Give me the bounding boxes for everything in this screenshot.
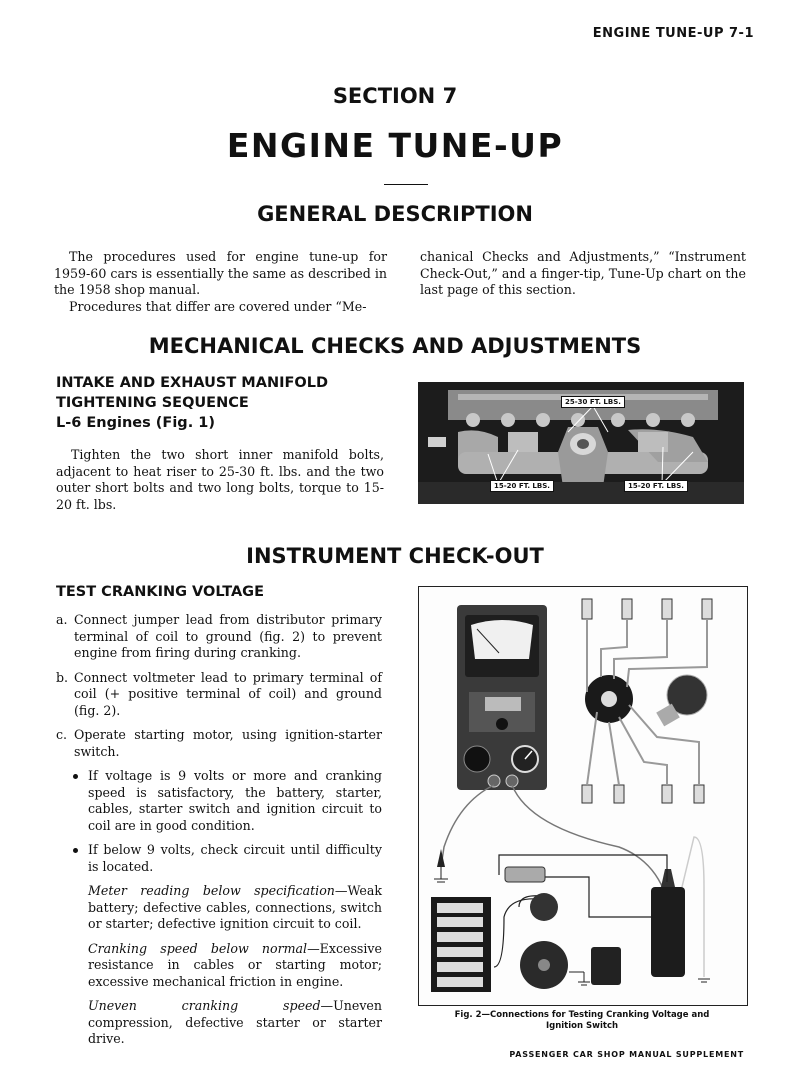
step-c	[56, 727, 382, 760]
regulator-icon	[591, 947, 621, 985]
step-text: Connect voltmeter lead to primary terminal of coil (+ positive terminal of coil) and ground (fig. 2).	[74, 669, 382, 718]
spark-plugs-top	[582, 599, 712, 619]
bullet-item	[56, 768, 382, 834]
title-divider	[384, 184, 428, 185]
starter-motor-icon	[520, 893, 568, 989]
torque-label-right: 15-20 FT. LBS.	[624, 480, 688, 492]
general-description-left-column	[54, 249, 387, 315]
step-a	[56, 612, 382, 662]
cause-term: Meter reading below specification	[88, 883, 335, 898]
running-head: ENGINE TUNE-UP 7-1	[592, 26, 754, 41]
caption-line-2: Ignition Switch	[545, 1021, 619, 1031]
step-b	[56, 670, 382, 720]
general-description-p1: The procedures used for engine tune-up for 1959-60 cars is essentially the same as described in the 1958 shop manual.	[54, 249, 387, 297]
cause-text: —Excessive resistance in cables or starting motor; excessive mechanical friction in engine.	[88, 940, 382, 989]
step-text: Operate starting motor, using ignition-starter switch.	[74, 727, 382, 759]
torque-label-left: 15-20 FT. LBS.	[490, 480, 554, 492]
step-marker: a.	[56, 612, 68, 627]
general-description-right-column	[420, 249, 746, 299]
voltmeter-icon	[457, 605, 547, 790]
test-cranking-voltage-heading: TEST CRANKING VOLTAGE	[56, 584, 264, 600]
caption-line-1: Fig. 2—Connections for Testing Cranking Voltage and	[454, 1010, 710, 1020]
distributor-icon	[585, 675, 633, 723]
general-description-p2-continued: chanical Checks and Adjustments,” “Instrument Check-Out,” and a finger-tip, Tune-Up chart on the last page of this section.	[420, 249, 746, 297]
bullet-text: If voltage is 9 volts or more and cranking speed is satisfactory, the battery, starter, cables, starter switch and ignition circuit to coil are in good condition.	[88, 768, 382, 833]
ignition-coil-icon	[651, 869, 685, 977]
cause-item	[56, 883, 382, 933]
cause-item	[56, 941, 382, 991]
bullet-item	[56, 842, 382, 875]
cause-term: Uneven cranking speed	[88, 998, 321, 1013]
torque-label-inner: 25-30 FT. LBS.	[561, 396, 625, 408]
bullet-icon	[73, 848, 78, 853]
mechanical-checks-heading: MECHANICAL CHECKS AND ADJUSTMENTS	[148, 334, 642, 358]
step-marker: b.	[56, 669, 69, 685]
step-marker: c.	[56, 727, 68, 742]
intake-exhaust-text: Tighten the two short inner manifold bolts, adjacent to heat riser to 25-30 ft. lbs. and the two outer short bolts and two long bolts, torque to 15-20 ft. lbs.	[56, 447, 384, 512]
figure-2-caption	[418, 1010, 746, 1032]
subhead-line-2: TIGHTENING SEQUENCE	[56, 395, 249, 411]
intake-exhaust-body	[56, 447, 384, 513]
general-description-heading: GENERAL DESCRIPTION	[257, 202, 533, 226]
page-title: ENGINE TUNE-UP	[226, 126, 564, 165]
section-label: SECTION 7	[332, 84, 458, 108]
subhead-line-1: INTAKE AND EXHAUST MANIFOLD	[56, 375, 328, 391]
cause-text: —Uneven compression, defective starter or starter drive.	[88, 998, 382, 1046]
cause-term: Cranking speed below normal	[88, 940, 308, 956]
figure-2-wiring-diagram	[418, 586, 748, 1006]
bullet-icon	[73, 774, 78, 779]
wiring-illustration	[419, 587, 747, 1005]
ignition-switch-icon	[431, 897, 491, 992]
spark-plugs-bottom	[582, 785, 704, 803]
intake-exhaust-subheading	[56, 373, 396, 433]
cause-text: —Weak battery; defective cables, connections, switch or starter; defective ignition circuit to coil.	[88, 883, 382, 931]
subhead-engine: L-6 Engines (Fig. 1)	[56, 415, 215, 431]
cause-item	[56, 998, 382, 1048]
figure-1-manifold-photo	[418, 382, 744, 504]
bullet-text: If below 9 volts, check circuit until difficulty is located.	[88, 842, 382, 874]
procedure-steps	[56, 612, 382, 1056]
instrument-checkout-heading: INSTRUMENT CHECK-OUT	[246, 544, 544, 568]
general-description-p2: Procedures that differ are covered under “Me-	[69, 298, 367, 314]
step-text: Connect jumper lead from distributor primary terminal of coil to ground (fig. 2) to prevent engine from firing during cranking.	[74, 612, 382, 660]
page-footer: PASSENGER CAR SHOP MANUAL SUPPLEMENT	[509, 1050, 744, 1059]
